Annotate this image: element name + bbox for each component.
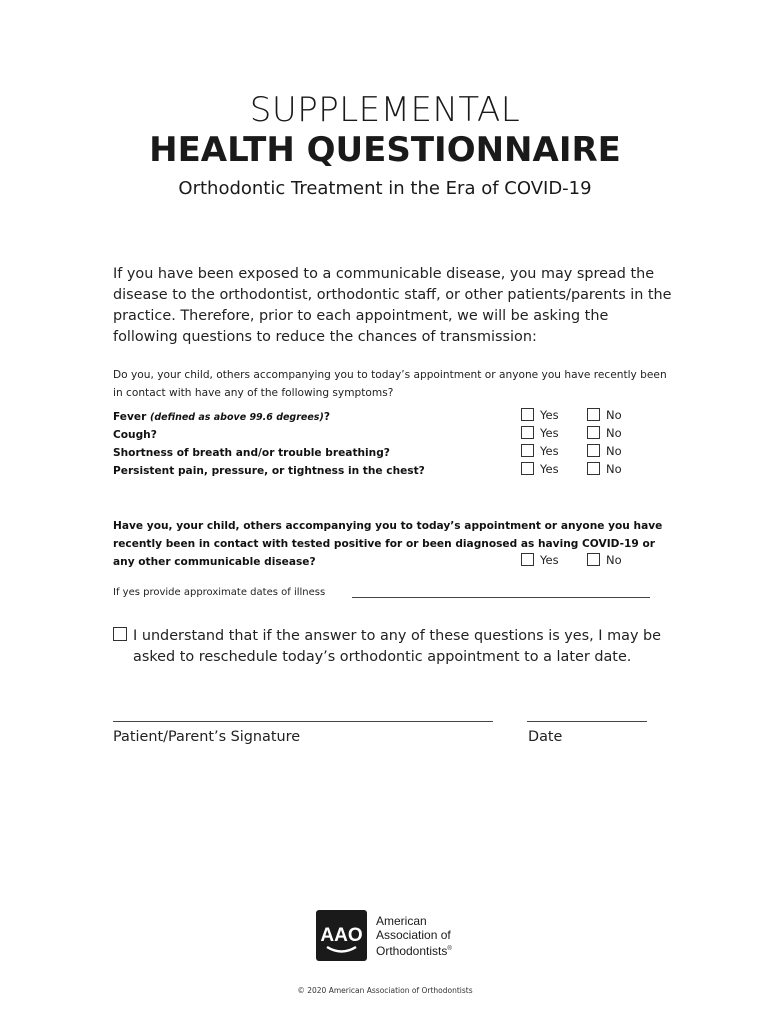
cough-no-label: No — [606, 426, 622, 440]
chest-yes-checkbox[interactable] — [521, 462, 534, 475]
cough-no-checkbox[interactable] — [587, 426, 600, 439]
aao-logo-text — [376, 914, 452, 958]
symptom-fever-label: Fever — [113, 411, 147, 423]
logo-line3: Orthodontists — [376, 944, 448, 958]
symptom-fever-note: (defined as above 99.6 degrees) — [150, 412, 324, 423]
contact-yes-checkbox[interactable] — [521, 553, 534, 566]
signature-field[interactable] — [113, 721, 493, 722]
acknowledgement-text: I understand that if the answer to any of these questions is yes, I may be asked to reschedule today’s orthodontic appointment to a later date. — [133, 628, 662, 665]
copyright-notice: © 2020 American Association of Orthodontists — [297, 986, 473, 995]
chest-yes-label: Yes — [540, 462, 559, 476]
fever-yes-checkbox[interactable] — [521, 408, 534, 421]
acknowledgement-checkbox[interactable] — [113, 627, 127, 641]
logo-line3-wrap — [376, 942, 452, 958]
illness-dates-field[interactable] — [352, 597, 650, 598]
chest-no-label: No — [606, 462, 622, 476]
fever-yes-label: Yes — [540, 408, 559, 422]
date-field[interactable] — [527, 721, 647, 722]
cough-yes-label: Yes — [540, 426, 559, 440]
symptom-chest-pain: Persistent pain, pressure, or tightness in the chest? — [113, 465, 425, 477]
symptom-fever-suffix: ? — [323, 411, 330, 423]
aao-logo-mark — [316, 910, 367, 961]
aao-logo-graphic — [316, 910, 367, 961]
contact-no-label: No — [606, 553, 622, 567]
contact-question: Have you, your child, others accompanying you to today’s appointment or anyone you have recently been in contact with tested positive for or been diagnosed as having COVID-19 or any other communicable disease? — [113, 520, 663, 568]
cough-yes-checkbox[interactable] — [521, 426, 534, 439]
symptoms-question: Do you, your child, others accompanying you to today’s appointment or anyone you have recently been in contact with have any of the following symptoms? — [113, 369, 667, 399]
registered-mark: ® — [447, 946, 452, 952]
symptom-fever — [113, 411, 330, 423]
fever-no-label: No — [606, 408, 622, 422]
logo-mark-text: AAO — [320, 925, 363, 946]
breathing-yes-label: Yes — [540, 444, 559, 458]
signature-label: Patient/Parent’s Signature — [113, 729, 301, 745]
form-title-line1: SUPPLEMENTAL — [249, 90, 521, 130]
contact-no-checkbox[interactable] — [587, 553, 600, 566]
breathing-no-label: No — [606, 444, 622, 458]
illness-dates-label: If yes provide approximate dates of illness — [113, 587, 326, 598]
form-subtitle: Orthodontic Treatment in the Era of COVID-19 — [178, 178, 592, 199]
intro-paragraph: If you have been exposed to a communicable disease, you may spread the disease to the orthodontist, orthodontic staff, or other patients/parents in the practice. Therefore, prior to each appointment, we will be asking the following questions to reduce the chances of transmission: — [113, 266, 672, 345]
form-title-line2: HEALTH QUESTIONNAIRE — [149, 130, 621, 170]
symptom-cough: Cough? — [113, 429, 157, 441]
breathing-no-checkbox[interactable] — [587, 444, 600, 457]
logo-line1: American — [376, 914, 427, 928]
contact-yes-label: Yes — [540, 553, 559, 567]
chest-no-checkbox[interactable] — [587, 462, 600, 475]
symptom-breathing: Shortness of breath and/or trouble breathing? — [113, 447, 390, 459]
logo-line2: Association of — [376, 928, 451, 942]
date-label: Date — [528, 729, 563, 745]
fever-no-checkbox[interactable] — [587, 408, 600, 421]
breathing-yes-checkbox[interactable] — [521, 444, 534, 457]
